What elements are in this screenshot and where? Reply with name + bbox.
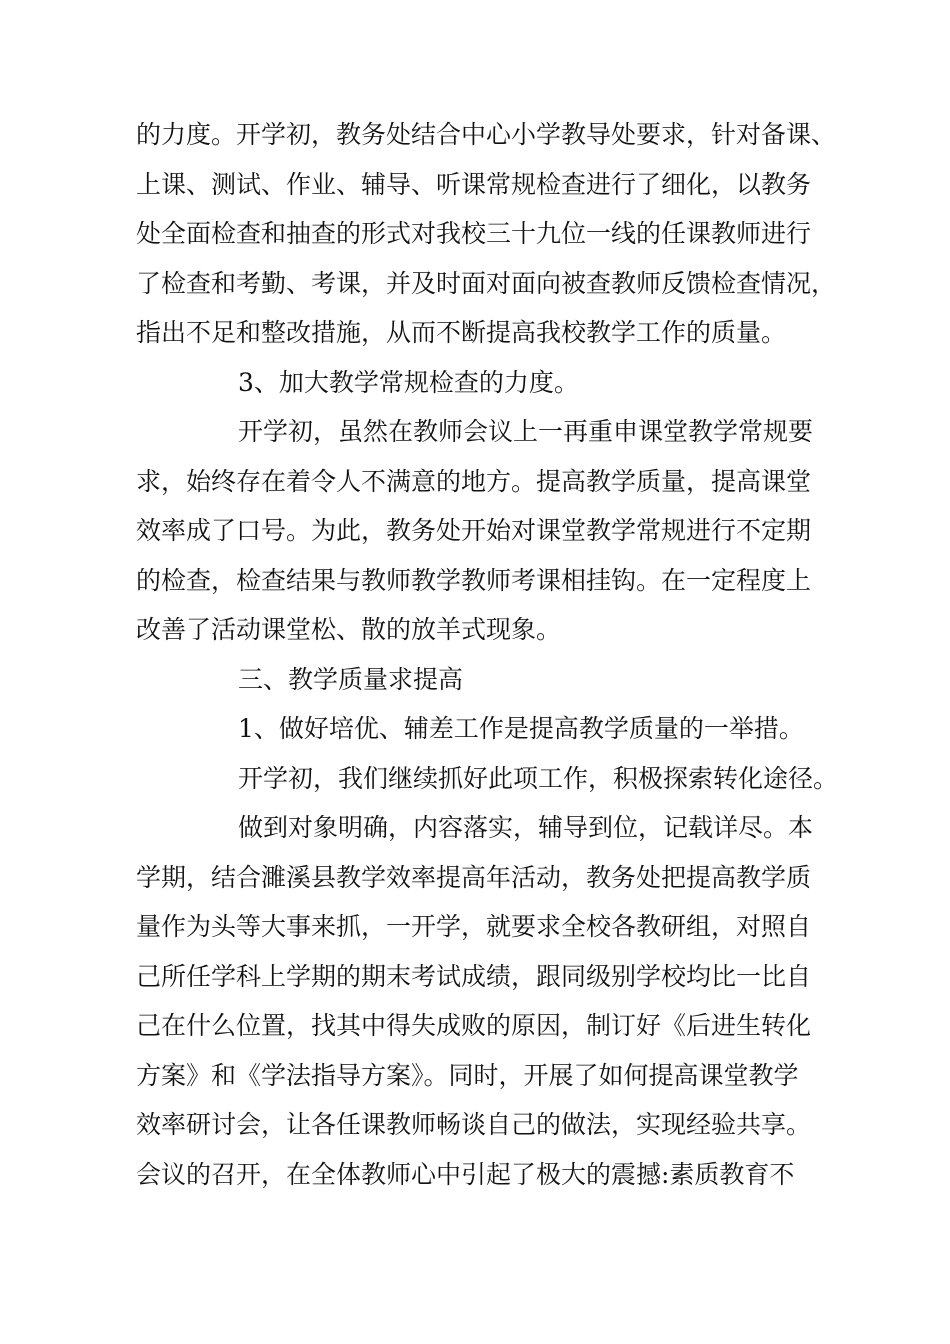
body-text [136, 110, 839, 1199]
text-line: 己在什么位置，找其中得失成败的原因，制订好《后进生转化 [136, 1011, 812, 1040]
subsection-heading: 1、做好培优、辅差工作是提高教学质量的一举措。 [238, 714, 804, 743]
text-line: 改善了活动课堂松、散的放羊式现象。 [136, 615, 562, 644]
text-line: 指出不足和整改措施，从而不断提高我校教学工作的质量。 [136, 318, 787, 347]
text-line: 己所任学科上学期的期末考试成绩，跟同级别学校均比一比自 [136, 961, 812, 991]
paragraph-start-line: 开学初，我们继续抓好此项工作，积极探索转化途径。 [238, 763, 839, 793]
text-line: 效率成了口号。为此，教务处开始对课堂教学常规进行不定期 [136, 516, 812, 545]
section-heading: 三、教学质量求提高 [238, 664, 464, 694]
text-line: 的检查，检查结果与教师教学教师考课相挂钩。在一定程度上 [136, 565, 812, 595]
paragraph-start-line: 开学初，虽然在教师会议上一再重申课堂教学常规要 [238, 417, 814, 446]
text-line: 会议的召开，在全体教师心中引起了极大的震撼:素质教育不 [136, 1159, 795, 1189]
text-line: 了检查和考勤、考课，并及时面对面向被查教师反馈检查情况， [136, 268, 837, 298]
paragraph-start-line: 做到对象明确，内容落实，辅导到位，记载详尽。本 [238, 813, 814, 842]
text-line: 效率研讨会，让各任课教师畅谈自己的做法，实现经验共享。 [136, 1110, 812, 1139]
text-line: 学期，结合濉溪县教学效率提高年活动，教务处把提高教学质 [136, 862, 812, 892]
text-line: 方案》和《学法指导方案》。同时，开展了如何提高课堂教学 [136, 1060, 799, 1090]
text-line: 的力度。开学初，教务处结合中心小学教导处要求，针对备课、 [136, 120, 837, 149]
text-line: 上课、测试、作业、辅导、听课常规检查进行了细化，以教务 [136, 169, 812, 199]
text-line: 求，始终存在着令人不满意的地方。提高教学质量，提高课堂 [136, 466, 812, 496]
section-heading: 3、加大教学常规检查的力度。 [238, 367, 579, 397]
text-line: 处全面检查和抽查的形式对我校三十九位一线的任课教师进行 [136, 219, 812, 248]
text-line: 量作为头等大事来抓，一开学，就要求全校各教研组，对照自 [136, 912, 812, 941]
